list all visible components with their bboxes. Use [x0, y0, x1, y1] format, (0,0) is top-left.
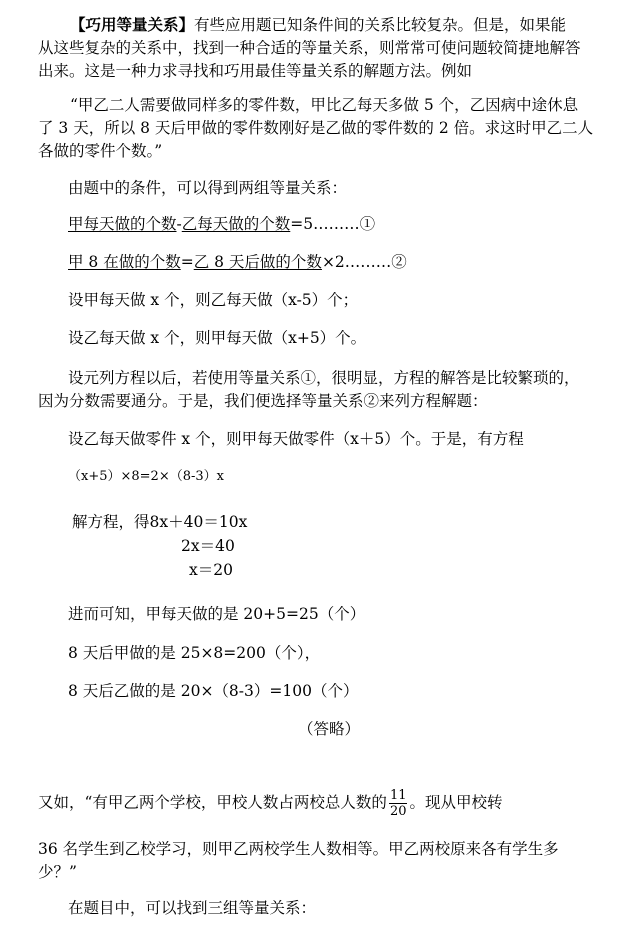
problem2-line-1-start: 又如，“有甲乙两个学校，甲校人数占两校总人数的 — [38, 793, 387, 812]
relation-1-op: - — [176, 215, 182, 233]
fraction-numerator: 11 — [389, 788, 407, 803]
solve-step-2: 2x＝40 — [181, 537, 235, 555]
relation-1-part-a: 甲每天做的个数 — [68, 215, 177, 233]
discussion-line-1: 设元列方程以后，若使用等量关系①，很明显，方程的解答是比较繁琐的， — [68, 369, 580, 387]
relation-1 — [68, 214, 375, 234]
problem2-line-1 — [38, 788, 503, 819]
result-2: 8 天后甲做的是 25×8=200（个）， — [68, 644, 321, 662]
relation-2 — [68, 252, 407, 272]
relation-2-op: = — [180, 253, 194, 271]
fraction-denominator: 20 — [389, 804, 407, 819]
solve-label: 解方程，得 — [72, 513, 150, 531]
discussion-line-2: 因为分数需要通分。于是，我们便选择等量关系②来列方程解题： — [38, 392, 488, 410]
solve-step-3: x＝20 — [189, 561, 233, 579]
problem2-line-1-end: 。现从甲校转 — [409, 793, 503, 812]
intro-line-1 — [70, 15, 566, 35]
assumption-2: 设乙每天做 x 个，则甲每天做（x+5）个。 — [68, 329, 367, 347]
relation-1-tail: =5………① — [290, 215, 376, 233]
assumption-1: 设甲每天做 x 个，则乙每天做（x-5）个； — [68, 291, 359, 309]
result-3: 8 天后乙做的是 20×（8-3）=100（个） — [68, 682, 359, 700]
equation-setup: 设乙每天做零件 x 个，则甲每天做零件（x＋5）个。于是，有方程 — [68, 430, 524, 448]
section-heading: 【巧用等量关系】 — [70, 15, 195, 34]
intro-line-3: 出来。这是一种力求寻找和巧用最佳等量关系的解题方法。例如 — [38, 62, 473, 80]
problem1-line-2: 了 3 天，所以 8 天后甲做的零件数刚好是乙做的零件数的 2 倍。求这时甲乙二人 — [38, 119, 594, 137]
relation-2-part-a: 甲 8 在做的个数 — [68, 253, 181, 271]
intro-line-2: 从这些复杂的关系中，找到一种合适的等量关系，则常常可使问题较简捷地解答 — [38, 39, 581, 57]
result-1: 进而可知，甲每天做的是 20+5=25（个） — [68, 605, 366, 623]
problem1-line-1: “甲乙二人需要做同样多的零件数，甲比乙每天多做 5 个，乙因病中途休息 — [70, 96, 579, 114]
solve-line-1 — [72, 512, 247, 532]
relations-intro: 由题中的条件，可以得到两组等量关系： — [68, 179, 348, 197]
problem1-line-3: 各做的零件个数。” — [38, 142, 163, 160]
intro-line-1-text: 有些应用题已知条件间的关系比较复杂。但是，如果能 — [194, 16, 567, 34]
equation: （x+5）×8=2×（8-3）x — [68, 469, 224, 484]
answer-omitted: （答略） — [298, 720, 361, 738]
relation-2-tail: ×2………② — [321, 253, 407, 271]
fraction — [389, 788, 408, 819]
solve-step-1: 8x＋40＝10x — [149, 513, 248, 531]
relation-1-part-b: 乙每天做的个数 — [181, 215, 291, 233]
problem2-line-2: 36 名学生到乙校学习，则甲乙两校学生人数相等。甲乙两校原来各有学生多 — [38, 840, 559, 858]
problem2-line-3: 少？” — [38, 863, 77, 881]
closing-line: 在题目中，可以找到三组等量关系： — [68, 899, 317, 917]
relation-2-part-b: 乙 8 天后做的个数 — [193, 253, 322, 271]
